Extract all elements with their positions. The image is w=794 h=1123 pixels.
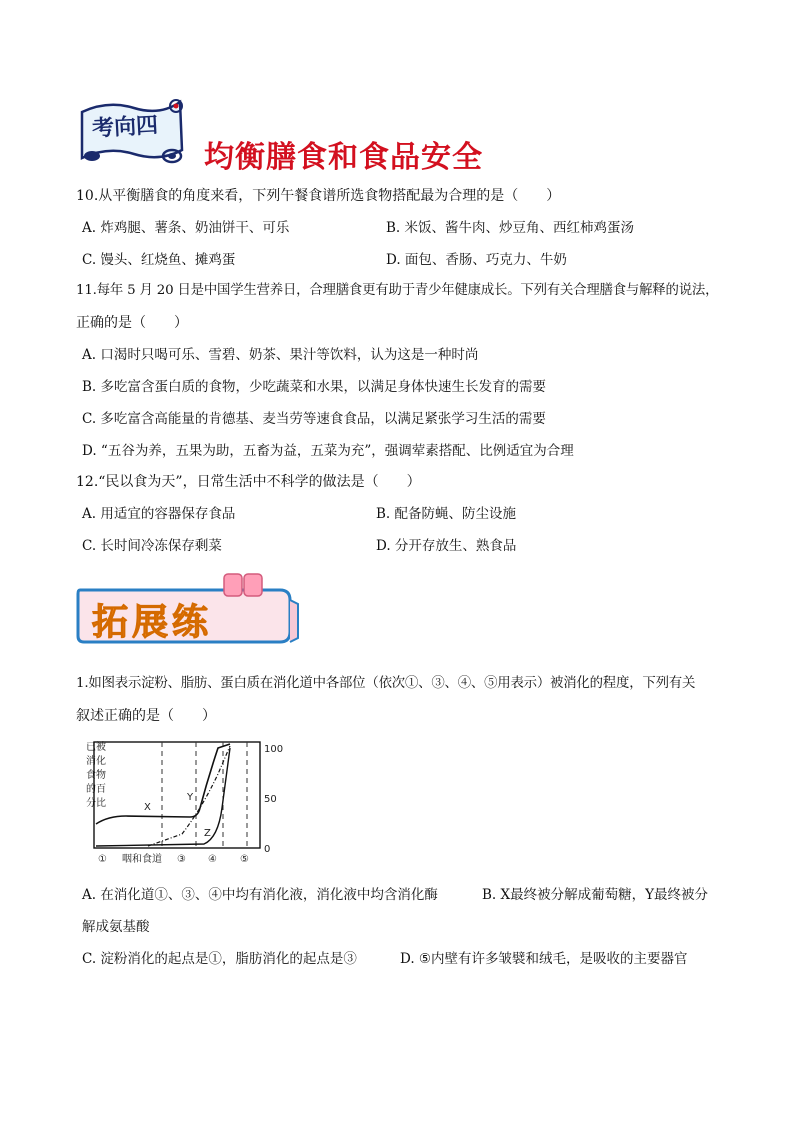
extension-question-1-stem-line2: 叙述正确的是（ ） [76, 708, 216, 724]
extension-question-1-option-d: D. ⑤内壁有许多皱襞和绒毛，是吸收的主要器官 [400, 951, 688, 967]
figure-y-label-2: 消化 [86, 756, 106, 767]
y-tick-0: 0 [264, 844, 271, 855]
question-11-stem-line2: 正确的是（ ） [76, 315, 188, 331]
figure-y-label-1: 已被 [86, 742, 106, 753]
x-label-3: ③ [177, 854, 186, 865]
extension-question-1-option-b-cont: 解成氨基酸 [82, 919, 150, 935]
question-11-option-c: C. 多吃富含高能量的肯德基、麦当劳等速食食品，以满足紧张学习生活的需要 [82, 411, 546, 427]
extension-title: 拓展练 [92, 602, 213, 643]
x-label-1: ① [98, 854, 107, 865]
question-11-option-d: D. “五谷为养，五果为助，五畜为益，五菜为充”，强调荤素搭配、比例适宜为合理 [82, 443, 574, 459]
figure-y-label-5: 分比 [86, 798, 106, 809]
section-title: 均衡膳食和食品安全 [204, 140, 483, 175]
question-12-option-a: A. 用适宜的容器保存食品 [82, 506, 236, 522]
section-badge-text: 考向四 [91, 112, 159, 142]
y-tick-100: 100 [264, 744, 284, 755]
curve-label-z: Z [204, 828, 211, 839]
section-header [68, 92, 508, 174]
question-12-option-b: B. 配备防蝇、防尘设施 [376, 506, 517, 522]
curve-label-x: X [144, 802, 151, 813]
curve-label-y: Y [187, 792, 194, 803]
extension-question-1-stem-line1: 1.如图表示淀粉、脂肪、蛋白质在消化道中各部位（依次①、③、④、⑤用表示）被消化的程度，下列有关 [76, 676, 696, 691]
question-12-option-c: C. 长时间冷冻保存剩菜 [82, 538, 222, 554]
extension-question-1-option-c: C. 淀粉消化的起点是①，脂肪消化的起点是③ [82, 951, 357, 967]
x-label-5: ⑤ [240, 854, 249, 865]
question-10-option-d: D. 面包、香肠、巧克力、牛奶 [386, 252, 567, 268]
question-11-option-b: B. 多吃富含蛋白质的食物，少吃蔬菜和水果，以满足身体快速生长发育的需要 [82, 379, 547, 395]
question-12-option-d: D. 分开存放生、熟食品 [376, 538, 517, 554]
x-label-2: 咽和食道 [122, 854, 162, 865]
extension-question-1-option-a: A. 在消化道①、③、④中均有消化液，消化液中均含消化酶 [82, 887, 438, 903]
question-11-option-a: A. 口渴时只喝可乐、雪碧、奶茶、果汁等饮料，认为这是一种时尚 [82, 347, 479, 363]
extension-question-1-option-b: B. X最终被分解成葡萄糖，Y最终被分 [482, 887, 709, 903]
question-10-option-c: C. 馒头、红烧鱼、摊鸡蛋 [82, 252, 236, 268]
digestion-curve-figure [86, 738, 296, 866]
y-tick-50: 50 [264, 794, 277, 805]
question-10-option-b: B. 米饭、酱牛肉、炒豆角、西红柿鸡蛋汤 [386, 220, 635, 236]
curve-x [96, 744, 230, 824]
extension-banner [74, 572, 304, 648]
question-12-stem: 12.“民以食为天”，日常生活中不科学的做法是（ ） [76, 474, 421, 490]
figure-y-label [86, 740, 106, 809]
x-label-4: ④ [208, 854, 217, 865]
question-10-option-a: A. 炸鸡腿、薯条、奶油饼干、可乐 [82, 220, 290, 236]
figure-y-label-4: 的百 [86, 784, 106, 795]
figure-frame [94, 742, 260, 848]
question-10-stem: 10.从平衡膳食的角度来看，下列午餐食谱所选食物搭配最为合理的是（ ） [76, 188, 561, 204]
figure-y-label-3: 食物 [86, 770, 106, 781]
question-11-stem-line1: 11.每年 5 月 20 日是中国学生营养日，合理膳食更有助于青少年健康成长。下列有关合理膳食与解释的说法， [76, 283, 719, 298]
